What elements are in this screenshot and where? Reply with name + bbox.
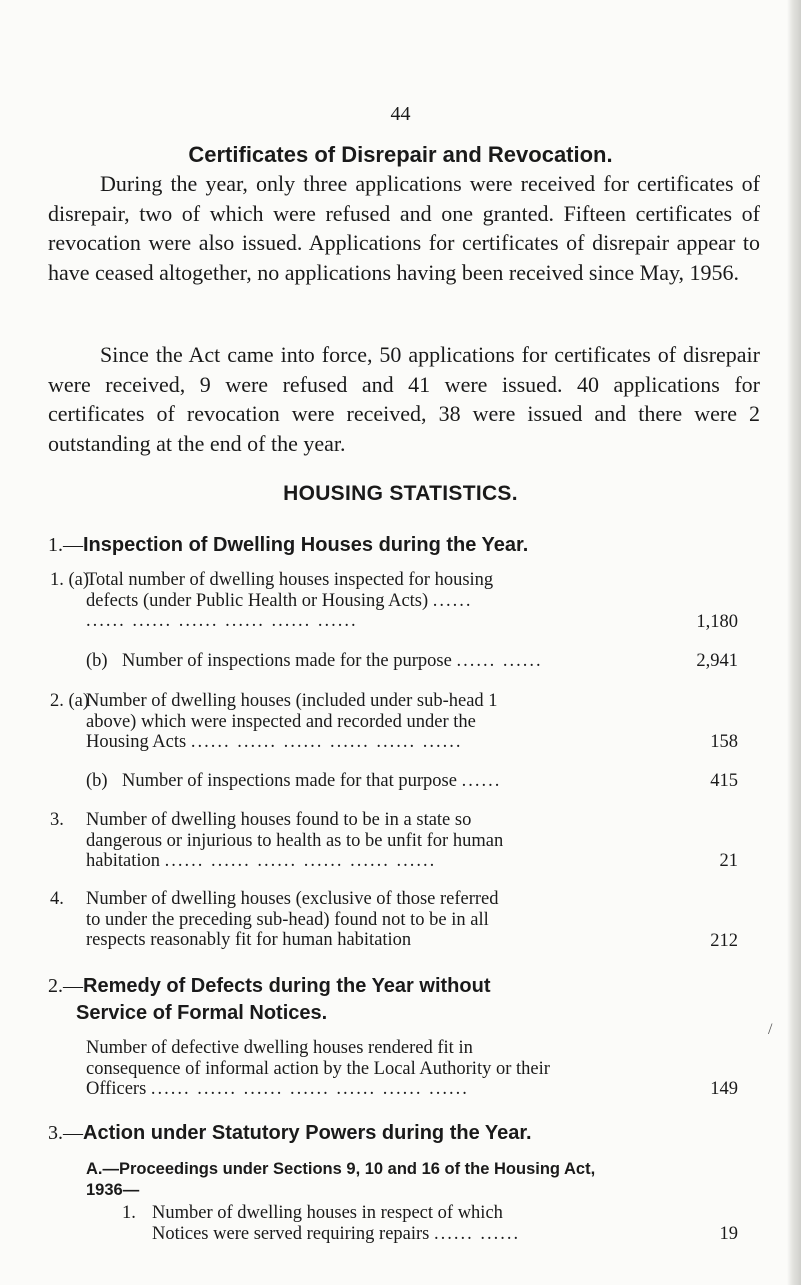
item-text: Number of dwelling houses (exclusive of those referred to under the preceding sub-head) found not to be in all respects reasonably fit for human habitation (86, 889, 499, 950)
item-label: (b) (86, 651, 108, 671)
item-text: Number of inspections made for that purpose (122, 771, 457, 791)
section-3-heading (48, 1120, 532, 1147)
leader-dots: ...... (461, 771, 502, 791)
paragraph-1: During the year, only three applications were received for certificates of disrepair, two of which were refused and one granted. Fifteen certificates of revocation were also issued. Applications for certificates of disrepair appear to have ceased altogether, no applications having been received since May, 1956. (48, 171, 760, 285)
section-3-title: Action under Statutory Powers during the Year. (83, 1122, 532, 1144)
section-2-title-continued: Service of Formal Notices. (76, 1002, 328, 1024)
item-text: Total number of dwelling houses inspected for housing defects (under Public Health or Housing Acts) (86, 570, 494, 611)
leader-dots: ...... ...... ...... ...... ...... ...... ...... (150, 1079, 469, 1099)
section-1-number: 1.— (48, 534, 83, 556)
value-1b: 2,941 (696, 651, 738, 671)
leader-dots: ...... ...... (434, 1223, 521, 1244)
section-3-number: 3.— (48, 1122, 83, 1144)
item-label: 4. (50, 889, 64, 909)
value-2b: 415 (710, 771, 738, 791)
item-text: Number of defective dwelling houses rendered fit in consequence of informal action by the Local Authority or their Officers (86, 1038, 550, 1099)
value-section-2: 149 (710, 1079, 738, 1099)
section-1-heading (48, 532, 528, 559)
section-2-heading (48, 973, 648, 1027)
item-text: Number of dwelling houses in respect of which Notices were served requiring repairs (152, 1203, 503, 1244)
margin-mark: / (768, 1021, 773, 1038)
item-text: Number of inspections made for the purpose (122, 651, 452, 671)
value-4: 212 (710, 931, 738, 951)
item-label: 2. (a) (50, 691, 90, 711)
value-3: 21 (719, 851, 738, 871)
paragraph-2: Since the Act came into force, 50 applications for certificates of disrepair were received, 9 were refused and 41 were issued. 40 applications for certificates of revocation were received, 38 were issued and there were 2 outstanding at the end of the year. (48, 342, 760, 456)
item-label: 3. (50, 810, 64, 830)
value-1a: 1,180 (696, 612, 738, 632)
item-label: 1. (a) (50, 570, 90, 590)
leader-dots: ...... ...... ...... ...... ...... ...... ...... (86, 590, 473, 631)
page-number: 44 (390, 103, 411, 125)
item-label: (b) (86, 771, 108, 791)
page-edge-shadow (787, 0, 801, 1285)
section-1-title: Inspection of Dwelling Houses during the Year. (83, 534, 529, 556)
leader-dots: ...... ...... (456, 651, 543, 671)
value-section-3-1: 19 (719, 1224, 738, 1244)
section-title-certificates: Certificates of Disrepair and Revocation. (188, 142, 613, 167)
leader-dots: ...... ...... ...... ...... ...... ...... (164, 851, 437, 871)
section-2-title: Remedy of Defects during the Year without (83, 975, 491, 997)
item-text: Number of dwelling houses (included under sub-head 1 above) which were inspected and recorded under the Housing Acts (86, 691, 498, 752)
section-2-number: 2.— (48, 975, 83, 997)
housing-statistics-heading: HOUSING STATISTICS. (283, 482, 518, 505)
item-text: Number of dwelling houses found to be in a state so dangerous or injurious to health as to be unfit for human habitation (86, 810, 504, 871)
section-3-subheading: A.—Proceedings under Sections 9, 10 and 16 of the Housing Act, 1936— (86, 1160, 596, 1199)
leader-dots: ...... ...... ...... ...... ...... ...... (190, 732, 463, 752)
item-label: 1. (122, 1203, 136, 1223)
value-2a: 158 (710, 732, 738, 752)
